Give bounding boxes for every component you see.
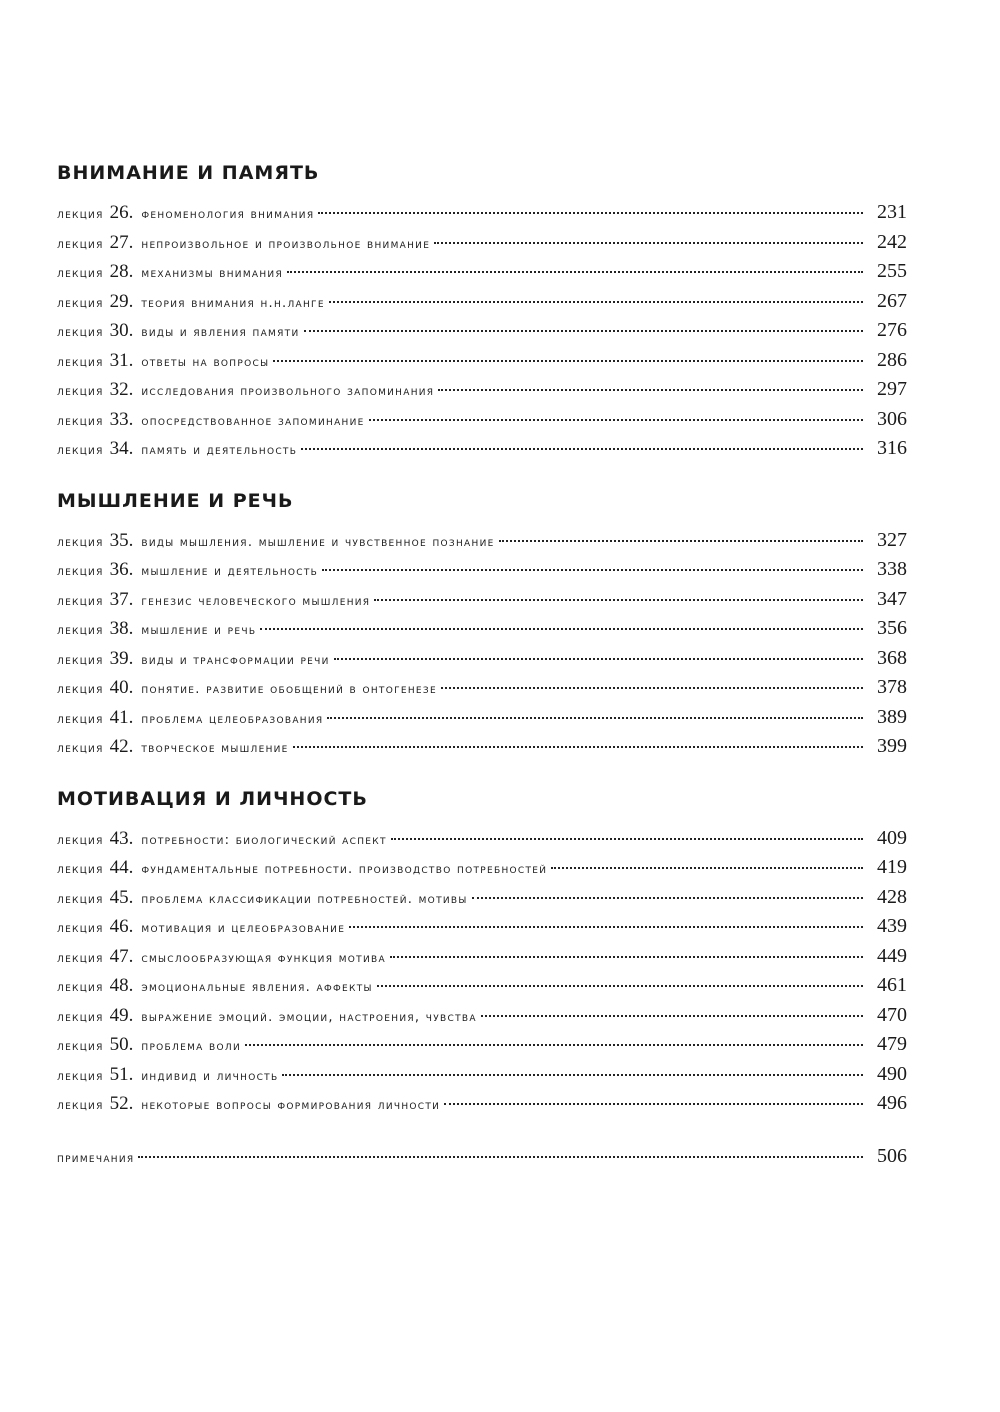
lecture-number: 41. [109, 706, 134, 728]
section-title: МЫШЛЕНИЕ И РЕЧЬ [57, 489, 294, 512]
toc-section [57, 158, 907, 464]
lecture-number: 52. [109, 1093, 134, 1114]
lecture-word: лекция [57, 593, 104, 609]
toc-entry[interactable] [57, 198, 907, 228]
toc-section [57, 784, 907, 1119]
lecture-title: фундаментальные потребности. производство потребностей [141, 862, 548, 877]
lecture-word: лекция [57, 413, 104, 429]
lecture-number: 33. [109, 408, 134, 430]
dot-leader [273, 360, 863, 362]
lecture-number: 27. [109, 231, 134, 253]
toc-entry[interactable] [57, 853, 907, 883]
page-number: 242 [877, 230, 907, 253]
page-number: 470 [877, 1003, 907, 1026]
lecture-word: лекция [57, 950, 104, 966]
dot-leader [499, 540, 863, 542]
dot-leader [434, 242, 863, 244]
lecture-title: индивид и личность [141, 1068, 279, 1084]
page-number: 439 [877, 915, 907, 937]
lecture-number: 31. [109, 349, 134, 371]
lecture-title: мышление и речь [141, 623, 257, 638]
lecture-title: опосредствованное запоминание [141, 413, 365, 429]
lecture-word: лекция [57, 236, 104, 252]
section-title: МОТИВАЦИЯ И ЛИЧНОСТЬ [57, 787, 368, 810]
dot-leader [293, 746, 863, 748]
lecture-number: 32. [109, 379, 134, 400]
toc-entry[interactable] [57, 375, 907, 405]
dot-leader [322, 569, 863, 571]
lecture-title: смыслообразующая функция мотива [141, 950, 386, 966]
lecture-word: лекция [57, 741, 104, 756]
page-number: 338 [877, 558, 907, 580]
lecture-word: лекция [57, 325, 104, 340]
toc-entry[interactable] [57, 673, 907, 703]
toc-entry[interactable] [57, 257, 907, 287]
page-number: 255 [877, 260, 907, 282]
toc-entry[interactable] [57, 1001, 907, 1031]
lecture-number: 26. [109, 202, 134, 223]
page-number: 399 [877, 735, 907, 757]
lecture-title: некоторые вопросы формирования личности [141, 1098, 441, 1113]
lecture-word: лекция [57, 623, 104, 638]
lecture-title: виды мышления. мышление и чувственное познание [141, 534, 495, 550]
toc-entry[interactable] [57, 526, 907, 556]
dot-leader [260, 628, 863, 630]
page-number: 389 [877, 705, 907, 728]
toc-entry[interactable] [57, 644, 907, 674]
page-number: 506 [877, 1144, 907, 1167]
toc-entry[interactable] [57, 287, 907, 317]
lecture-title: мышление и деятельность [141, 564, 319, 579]
lecture-word: лекция [57, 354, 104, 370]
lecture-number: 35. [109, 529, 134, 551]
lecture-word: лекция [57, 207, 104, 222]
toc-section [57, 486, 907, 762]
lecture-title: генезис человеческого мышления [141, 593, 371, 609]
toc-entry[interactable] [57, 883, 907, 913]
dot-leader [377, 985, 863, 987]
lecture-word: лекция [57, 891, 104, 907]
lecture-title: творческое мышление [141, 741, 289, 756]
page-number: 306 [877, 407, 907, 430]
lecture-title: теория внимания н.н.ланге [141, 295, 325, 311]
lecture-number: 48. [109, 975, 134, 996]
lecture-word: лекция [57, 711, 104, 727]
dot-leader [438, 389, 863, 391]
page-number: 276 [877, 319, 907, 341]
page-number: 368 [877, 646, 907, 669]
table-of-contents [57, 158, 907, 1171]
lecture-number: 47. [109, 945, 134, 967]
dot-leader [301, 448, 863, 450]
lecture-number: 43. [109, 827, 134, 849]
dot-leader [334, 658, 863, 660]
lecture-word: лекция [57, 1068, 104, 1084]
dot-leader [329, 301, 863, 303]
dot-leader [374, 599, 863, 601]
lecture-title: проблема целеобразования [141, 711, 324, 727]
toc-entry[interactable] [57, 614, 907, 644]
dot-leader [441, 687, 863, 689]
toc-entry[interactable] [57, 703, 907, 733]
page-number: 419 [877, 856, 907, 878]
lecture-number: 42. [109, 736, 134, 757]
lecture-title: ответы на вопросы [141, 354, 270, 370]
lecture-number: 45. [109, 886, 134, 908]
toc-entry[interactable] [57, 942, 907, 972]
lecture-number: 39. [109, 647, 134, 669]
dot-leader [444, 1103, 863, 1105]
page-number: 297 [877, 378, 907, 400]
lecture-number: 51. [109, 1063, 134, 1085]
toc-entry[interactable] [57, 434, 907, 464]
dot-leader [369, 419, 863, 421]
page-number: 378 [877, 676, 907, 698]
dot-leader [390, 956, 863, 958]
toc-entry[interactable] [57, 1089, 907, 1119]
toc-entry[interactable] [57, 228, 907, 258]
toc-entry[interactable] [57, 316, 907, 346]
lecture-word: лекция [57, 832, 104, 848]
toc-entry[interactable] [57, 346, 907, 376]
dot-leader [245, 1044, 863, 1046]
toc-entry[interactable] [57, 732, 907, 762]
page-number: 449 [877, 944, 907, 967]
page-number: 231 [877, 201, 907, 223]
toc-entry[interactable] [57, 555, 907, 585]
lecture-number: 44. [109, 857, 134, 878]
lecture-title: механизмы внимания [141, 266, 284, 281]
dot-leader [318, 212, 863, 214]
lecture-word: лекция [57, 682, 104, 697]
lecture-number: 30. [109, 320, 134, 341]
lecture-title: виды и явления памяти [141, 325, 300, 340]
lecture-word: лекция [57, 295, 104, 311]
dot-leader [391, 838, 863, 840]
toc-entry[interactable] [57, 585, 907, 615]
lecture-title: феноменология внимания [141, 207, 315, 222]
dot-leader [287, 271, 863, 273]
lecture-word: лекция [57, 862, 104, 877]
lecture-number: 34. [109, 438, 134, 459]
page-number: 428 [877, 885, 907, 908]
lecture-number: 40. [109, 677, 134, 698]
lecture-number: 38. [109, 618, 134, 639]
page-number: 286 [877, 348, 907, 371]
notes-label: примечания [57, 1150, 135, 1166]
lecture-word: лекция [57, 1009, 104, 1025]
lecture-title: память и деятельность [141, 443, 298, 458]
toc-entries [57, 198, 907, 464]
toc-entry[interactable] [57, 1030, 907, 1060]
dot-leader [349, 926, 863, 928]
lecture-number: 50. [109, 1034, 134, 1055]
lecture-word: лекция [57, 1039, 104, 1054]
lecture-word: лекция [57, 266, 104, 281]
toc-entry[interactable] [57, 971, 907, 1001]
lecture-title: исследования произвольного запоминания [141, 384, 435, 399]
page-number: 461 [877, 974, 907, 996]
dot-leader [472, 897, 863, 899]
dot-leader [138, 1156, 863, 1158]
page-number: 347 [877, 587, 907, 610]
lecture-title: непроизвольное и произвольное внимание [141, 236, 431, 252]
page-number: 356 [877, 617, 907, 639]
lecture-title: проблема воли [141, 1039, 241, 1054]
lecture-word: лекция [57, 384, 104, 399]
lecture-number: 37. [109, 588, 134, 610]
page-number: 267 [877, 289, 907, 312]
lecture-word: лекция [57, 921, 104, 936]
lecture-number: 28. [109, 261, 134, 282]
page-number: 479 [877, 1033, 907, 1055]
lecture-title: эмоциональные явления. аффекты [141, 980, 373, 995]
dot-leader [327, 717, 863, 719]
toc-entry[interactable] [57, 1060, 907, 1090]
toc-entry[interactable] [57, 405, 907, 435]
lecture-number: 36. [109, 559, 134, 580]
page-number: 316 [877, 437, 907, 459]
lecture-number: 29. [109, 290, 134, 312]
lecture-word: лекция [57, 980, 104, 995]
section-title: ВНИМАНИЕ И ПАМЯТЬ [57, 162, 320, 184]
page-number: 490 [877, 1062, 907, 1085]
lecture-word: лекция [57, 1098, 104, 1113]
page-number: 496 [877, 1092, 907, 1114]
dot-leader [304, 330, 864, 332]
toc-entry[interactable] [57, 824, 907, 854]
lecture-word: лекция [57, 564, 104, 579]
dot-leader [282, 1074, 863, 1076]
dot-leader [551, 867, 863, 869]
page-number: 409 [877, 826, 907, 849]
lecture-word: лекция [57, 652, 104, 668]
dot-leader [481, 1015, 863, 1017]
lecture-title: проблема классификации потребностей. мотивы [141, 891, 468, 907]
lecture-title: понятие. развитие обобщений в онтогенезе [141, 682, 437, 697]
page-number: 327 [877, 528, 907, 551]
lecture-word: лекция [57, 534, 104, 550]
toc-entry-notes[interactable] [57, 1141, 907, 1171]
toc-entries [57, 824, 907, 1119]
lecture-number: 49. [109, 1004, 134, 1026]
lecture-title: выражение эмоций. эмоции, настроения, чувства [141, 1009, 477, 1025]
lecture-title: потребности: биологический аспект [141, 832, 387, 848]
lecture-title: виды и трансформации речи [141, 652, 330, 668]
toc-entry[interactable] [57, 912, 907, 942]
lecture-title: мотивация и целеобразование [141, 921, 346, 936]
lecture-word: лекция [57, 443, 104, 458]
toc-entries [57, 526, 907, 762]
lecture-number: 46. [109, 916, 134, 937]
